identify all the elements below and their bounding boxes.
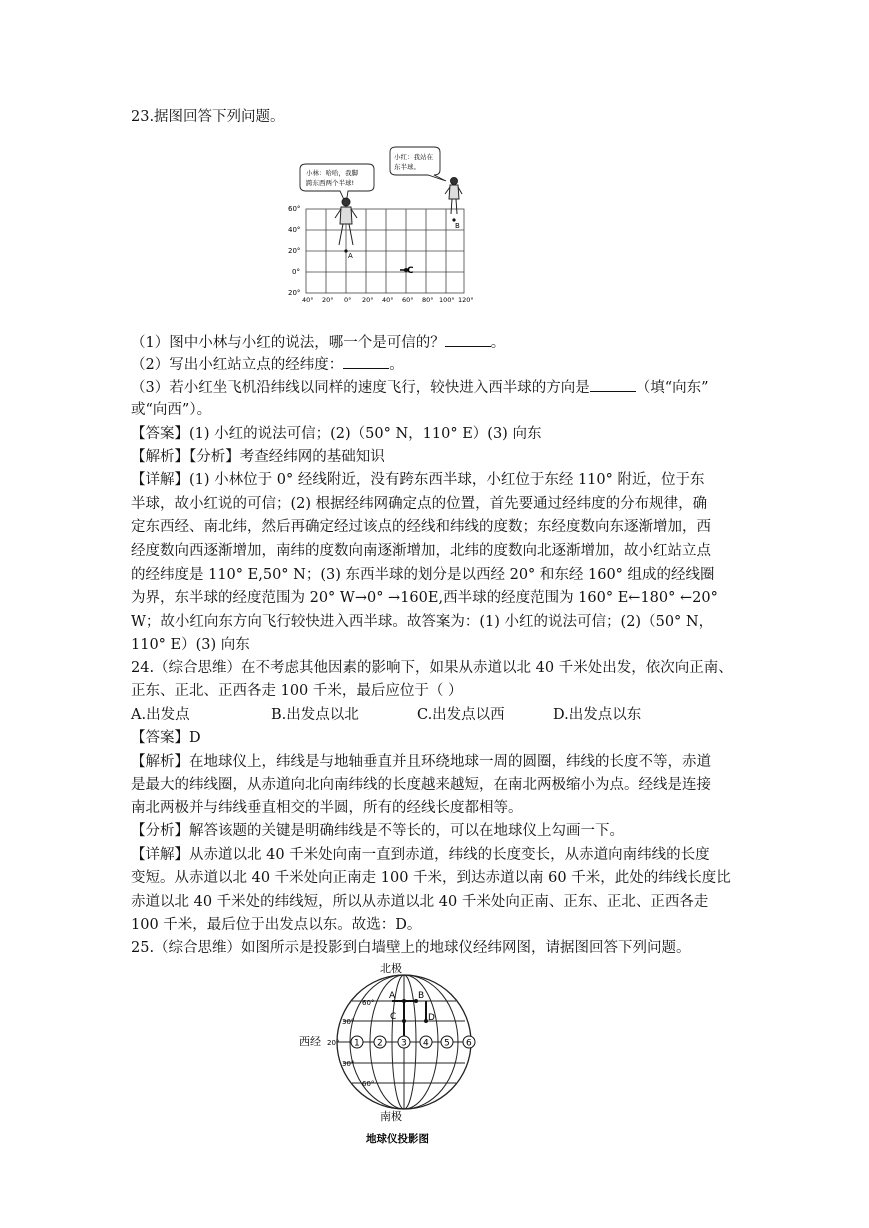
point-a-label: A — [348, 252, 353, 260]
q23-detail-line: 半球，故小红说的可信；(2) 根据经纬网确定点的位置，首先要通过经纬度的分布规律，确 — [131, 496, 708, 512]
q24-detail-line: 【详解】从赤道以北 40 千米处向南一直到赤道，纬线的长度变长，从赤道向南纬线的长度 — [131, 847, 710, 863]
lon-label: 20° — [362, 296, 374, 304]
option-c[interactable]: C.出发点以西 — [417, 707, 505, 723]
q23-part3: （3）若小红坐飞机沿纬线以同样的速度飞行，较快进入西半球的方向是 （填“向东” — [131, 380, 709, 396]
point-d-label: D — [428, 1013, 435, 1023]
q23-part2: （2）写出小红站立点的经纬度： 。 — [131, 357, 404, 373]
q23-detail-line: 【详解】(1) 小林位于 0° 经线附近，没有跨东西半球，小红位于东经 110° 附近，位于东 — [131, 472, 705, 488]
point-b-label: B — [455, 222, 460, 230]
point-c-label: C — [407, 266, 414, 276]
lat-label: 20° — [288, 247, 301, 255]
caption: 地球仪投影图 — [366, 1133, 429, 1145]
lat-label: 60° — [362, 999, 375, 1007]
equator-point-number: 5 — [444, 1038, 450, 1049]
q23-title: 23.据图回答下列问题。 — [131, 109, 285, 125]
lat-label: 30° — [342, 1060, 355, 1068]
lon-label: 60° — [402, 296, 414, 304]
lat-label: 20° — [288, 289, 301, 297]
lat-label: 60° — [288, 205, 301, 213]
q24-answer: 【答案】D — [131, 730, 201, 746]
lat-label: 0° — [292, 268, 300, 276]
q24-detail-line: 100 千米，最后位于出发点以东。故选：D。 — [131, 917, 422, 933]
north-pole-label: 北极 — [380, 962, 402, 975]
lon-label: 40° — [302, 296, 314, 304]
q23-detail-line: 的经纬度是 110° E,50° N；(3) 东西半球的划分是以西经 20° 和东经 160° 组成的经线圈 — [131, 567, 715, 583]
lon-label: 40° — [382, 296, 394, 304]
lon-label: 20° — [322, 296, 334, 304]
equator-point-number: 6 — [466, 1038, 472, 1049]
equator-point-number: 1 — [354, 1038, 360, 1049]
point-b-label: B — [418, 991, 425, 1001]
lon-ref-label: 20° — [327, 1039, 340, 1047]
q23-lat-lon-grid-figure — [286, 144, 482, 306]
answer-blank[interactable] — [590, 379, 636, 392]
q23-part3-cont: 或“向西”）。 — [131, 402, 212, 418]
bubble-right-line: 小红：我站在 — [394, 153, 433, 161]
q24-fenxi: 【分析】解答该题的关键是明确纬线是不等长的，可以在地球仪上勾画一下。 — [131, 823, 624, 839]
equator-point-number: 3 — [401, 1038, 407, 1049]
option-a[interactable]: A.出发点 — [131, 707, 190, 723]
q24-detail-line: 变短。从赤道以北 40 千米处向正南走 100 千米，到达赤道以南 60 千米，此处的纬线长度比 — [131, 870, 731, 886]
q23-detail-line: 110° E）(3) 向东 — [131, 637, 250, 653]
lat-label: 60° — [362, 1080, 375, 1088]
point-a-label: A — [389, 991, 396, 1001]
q25-globe-projection-figure — [296, 958, 496, 1148]
q24-analysis-line: 是最大的纬线圈，从赤道向北向南纬线的长度越来越短，在南北两极缩小为点。经线是连接 — [131, 777, 711, 793]
answer-blank[interactable] — [343, 356, 389, 369]
west-longitude-label: 西经 — [299, 1035, 321, 1048]
q25-stem: 25.（综合思维）如图所示是投影到白墙壁上的地球仪经纬网图，请据图回答下列问题。 — [131, 940, 691, 956]
q23-answer: 【答案】(1) 小红的说法可信；(2)（50° N，110° E）(3) 向东 — [131, 426, 542, 442]
bubble-left-line: 跨东西两个半球! — [306, 179, 355, 187]
answer-blank[interactable] — [445, 334, 491, 347]
xiaohong-figure — [445, 178, 462, 215]
q24-analysis-line: 【解析】在地球仪上，纬线是与地轴垂直并且环绕地球一周的圆圈，纬线的长度不等，赤道 — [131, 754, 711, 770]
q23-detail-line: 经度数向西逐渐增加，南纬的度数向南逐渐增加，北纬的度数向北逐渐增加，故小红站立点 — [131, 543, 711, 559]
point-c-label: C — [390, 1012, 397, 1022]
q24-options — [131, 706, 641, 725]
lon-label: 100° — [439, 296, 455, 304]
option-b[interactable]: B.出发点以北 — [271, 707, 359, 723]
lon-label: 0° — [344, 296, 352, 304]
lon-label: 120° — [458, 296, 474, 304]
q23-detail-line: W；故小红向东方向飞行较快进入西半球。故答案为：(1) 小红的说法可信；(2)（50° N， — [131, 614, 714, 630]
option-d[interactable]: D.出发点以东 — [553, 707, 642, 723]
south-pole-label: 南极 — [380, 1110, 402, 1123]
bubble-left-line: 小林：哈哈，我脚 — [306, 169, 358, 177]
q23-analysis: 【解析】【分析】考查经纬网的基础知识 — [131, 449, 385, 465]
q24-detail-line: 赤道以北 40 千米处的纬线短，所以从赤道以北 40 千米处向正南、正东、正北、正西各走 — [131, 894, 709, 910]
lat-label: 30° — [342, 1018, 355, 1026]
q23-detail-line: 定东西经、南北纬，然后再确定经过该点的经线和纬线的度数；东经度数向东逐渐增加，西 — [131, 519, 711, 535]
q23-part1: （1）图中小林与小红的说法，哪一个是可信的？ 。 — [131, 335, 506, 351]
q24-analysis-line: 南北两极并与纬线垂直相交的半圆，所有的经线长度都相等。 — [131, 800, 523, 816]
q24-stem-line: 正东、正北、正西各走 100 千米，最后应位于（ ） — [131, 683, 463, 699]
q24-stem-line: 24.（综合思维）在不考虑其他因素的影响下，如果从赤道以北 40 千米处出发，依次向正南、 — [131, 660, 733, 676]
equator-point-number: 4 — [423, 1038, 429, 1049]
lon-label: 80° — [422, 296, 434, 304]
bubble-right-line: 东半球。 — [394, 163, 420, 171]
lat-label: 40° — [288, 226, 301, 234]
q23-detail-line: 为界，东半球的经度范围为 20° W→0° →160E,西半球的经度范围为 160° E←180° ←20° — [131, 590, 718, 606]
equator-point-number: 2 — [377, 1038, 383, 1049]
